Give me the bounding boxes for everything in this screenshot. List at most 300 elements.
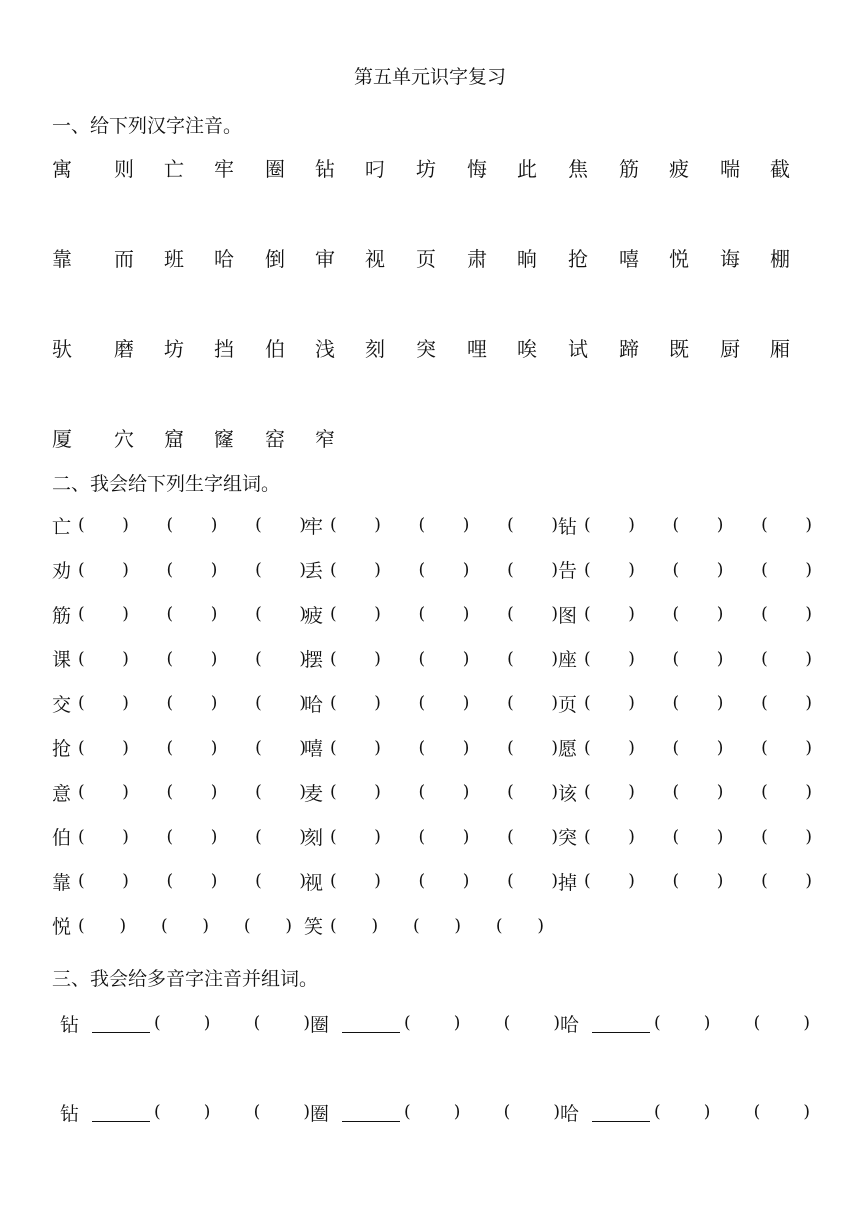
answer-paren-open: (	[761, 737, 768, 758]
hanzi-char: 页	[416, 247, 436, 271]
hanzi-char: 蹄	[619, 337, 639, 361]
answer-paren-open: (	[78, 559, 85, 580]
answer-paren-open: (	[672, 782, 680, 802]
answer-paren-open: (	[330, 693, 337, 713]
answer-paren-close: )	[285, 915, 292, 936]
answer-paren-open: (	[255, 782, 262, 802]
hanzi-char: 审	[315, 247, 335, 271]
answer-paren-close: )	[553, 1102, 560, 1122]
answer-paren-open: (	[166, 515, 174, 535]
answer-paren-open: (	[255, 559, 262, 580]
answer-paren-close: )	[374, 648, 381, 669]
answer-paren-open: (	[418, 604, 426, 624]
target-char: 掉	[558, 871, 578, 894]
answer-paren-open: (	[166, 871, 174, 891]
target-char: 钻	[558, 515, 578, 538]
target-char: 筋	[52, 604, 72, 627]
word-group	[52, 822, 306, 852]
hanzi-char: 筋	[619, 157, 639, 181]
answer-paren-open: (	[584, 782, 591, 802]
target-char: 劝	[52, 560, 72, 582]
answer-paren-close: )	[122, 648, 129, 669]
polyphone-group	[310, 1008, 560, 1038]
answer-paren-close: )	[628, 737, 635, 758]
hanzi-char: 叼	[365, 157, 385, 181]
answer-paren-close: )	[210, 782, 218, 802]
section2-heading: 二、我会给下列生字组词。	[52, 473, 281, 495]
answer-paren-open: (	[78, 604, 85, 624]
answer-paren-open: (	[166, 559, 174, 580]
target-char: 告	[558, 560, 578, 582]
hanzi-char: 亡	[164, 157, 184, 181]
hanzi-char: 嘻	[619, 247, 639, 271]
word-group	[558, 777, 812, 807]
target-char: 刻	[304, 827, 324, 849]
answer-paren-close: )	[374, 871, 381, 891]
word-row	[52, 555, 812, 585]
answer-paren-open: (	[672, 515, 680, 535]
word-group	[304, 822, 558, 852]
answer-paren-close: )	[454, 915, 462, 936]
answer-paren-close: )	[462, 782, 470, 802]
word-group	[304, 688, 558, 718]
answer-paren-close: )	[122, 871, 129, 891]
answer-paren-close: )	[203, 1102, 211, 1122]
word-group	[52, 688, 306, 718]
polyphone-char: 钻	[60, 1102, 80, 1125]
answer-paren-open: (	[761, 871, 768, 891]
answer-paren-close: )	[805, 604, 812, 624]
answer-paren-open: (	[78, 915, 85, 936]
hanzi-char: 班	[164, 247, 184, 271]
answer-paren-close: )	[803, 1102, 810, 1122]
section1-heading: 一、给下列汉字注音。	[52, 115, 243, 137]
answer-paren-open: (	[330, 915, 337, 936]
answer-paren-close: )	[628, 604, 635, 624]
answer-paren-open: (	[166, 648, 174, 669]
answer-paren-close: )	[551, 604, 558, 624]
hanzi-char: 窑	[265, 427, 285, 451]
target-char: 突	[558, 827, 578, 849]
word-group	[558, 555, 812, 585]
answer-paren-open: (	[507, 559, 514, 580]
answer-paren-open: (	[404, 1013, 411, 1033]
answer-paren-close: )	[805, 559, 812, 580]
answer-paren-open: (	[761, 693, 768, 713]
hanzi-char: 寓	[52, 157, 72, 181]
word-group	[304, 866, 558, 896]
answer-paren-open: (	[761, 782, 768, 802]
hanzi-char: 哈	[214, 247, 234, 271]
answer-paren-open: (	[672, 871, 680, 891]
answer-paren-close: )	[803, 1013, 810, 1033]
target-char: 视	[304, 871, 324, 894]
answer-paren-close: )	[551, 871, 558, 891]
polyphone-char: 圈	[310, 1013, 330, 1036]
answer-paren-open: (	[253, 1013, 261, 1033]
hanzi-char: 圈	[265, 157, 285, 181]
answer-paren-close: )	[462, 826, 470, 847]
answer-paren-open: (	[330, 871, 337, 891]
word-group	[558, 822, 812, 852]
answer-paren-close: )	[122, 604, 129, 624]
answer-paren-close: )	[462, 693, 470, 713]
answer-paren-open: (	[507, 515, 514, 535]
answer-paren-close: )	[299, 515, 306, 535]
answer-paren-close: )	[210, 648, 218, 669]
target-char: 交	[52, 693, 72, 716]
answer-paren-close: )	[453, 1013, 461, 1033]
word-row	[52, 866, 812, 896]
word-group	[304, 599, 558, 629]
answer-paren-open: (	[253, 1102, 261, 1122]
answer-paren-close: )	[122, 693, 129, 713]
hanzi-char: 抢	[568, 247, 588, 271]
target-char: 笑	[304, 916, 324, 938]
hanzi-char: 突	[416, 337, 436, 361]
answer-paren-close: )	[299, 737, 306, 758]
answer-paren-close: )	[716, 559, 724, 580]
answer-paren-close: )	[553, 1013, 560, 1033]
hanzi-char: 此	[517, 157, 537, 181]
char-row	[0, 423, 860, 453]
answer-paren-close: )	[537, 915, 544, 936]
target-char: 哈	[304, 693, 324, 716]
answer-paren-close: )	[716, 604, 724, 624]
answer-paren-open: (	[255, 515, 262, 535]
answer-paren-close: )	[119, 915, 127, 936]
target-char: 靠	[52, 871, 72, 894]
word-group	[304, 777, 558, 807]
hanzi-char: 驮	[52, 337, 72, 361]
hanzi-char: 磨	[114, 337, 134, 361]
answer-paren-close: )	[805, 693, 812, 713]
hanzi-char: 而	[114, 247, 134, 271]
answer-paren-open: (	[166, 693, 174, 713]
answer-paren-open: (	[761, 515, 768, 535]
word-group	[304, 555, 558, 585]
answer-paren-open: (	[166, 737, 174, 758]
answer-paren-open: (	[584, 871, 591, 891]
target-char: 牢	[304, 515, 324, 538]
polyphone-row	[60, 1008, 820, 1038]
word-group	[304, 733, 558, 763]
answer-paren-open: (	[761, 648, 768, 669]
hanzi-char: 伯	[265, 337, 285, 361]
target-char: 图	[558, 604, 578, 627]
answer-paren-close: )	[374, 515, 381, 535]
answer-paren-open: (	[584, 604, 591, 624]
polyphone-row	[60, 1097, 820, 1127]
word-group	[52, 911, 292, 941]
answer-paren-open: (	[330, 515, 337, 535]
answer-paren-close: )	[122, 515, 129, 535]
answer-paren-close: )	[462, 648, 470, 669]
answer-paren-close: )	[299, 604, 306, 624]
answer-paren-open: (	[672, 559, 680, 580]
answer-paren-open: (	[330, 826, 337, 847]
answer-paren-open: (	[753, 1102, 761, 1122]
word-row	[52, 599, 812, 629]
answer-paren-open: (	[404, 1102, 411, 1122]
char-row	[0, 153, 860, 183]
answer-paren-close: )	[371, 915, 379, 936]
hanzi-char: 截	[770, 157, 790, 181]
answer-paren-open: (	[761, 604, 768, 624]
answer-paren-open: (	[672, 693, 680, 713]
word-group	[558, 644, 812, 674]
answer-paren-close: )	[716, 693, 724, 713]
hanzi-char: 疲	[669, 157, 689, 181]
target-char: 伯	[52, 827, 72, 849]
answer-paren-close: )	[462, 559, 470, 580]
answer-paren-open: (	[243, 915, 251, 936]
word-group	[52, 510, 306, 540]
answer-paren-open: (	[418, 871, 426, 891]
answer-paren-open: (	[78, 782, 85, 802]
answer-paren-close: )	[551, 782, 558, 802]
answer-paren-close: )	[299, 648, 306, 669]
word-row	[52, 688, 812, 718]
answer-paren-close: )	[703, 1102, 711, 1122]
answer-paren-open: (	[672, 826, 680, 847]
answer-paren-open: (	[761, 559, 768, 580]
hanzi-char: 悔	[467, 157, 487, 181]
answer-paren-open: (	[584, 737, 591, 758]
answer-paren-close: )	[122, 737, 129, 758]
answer-paren-open: (	[418, 515, 426, 535]
answer-paren-open: (	[330, 782, 337, 802]
answer-paren-open: (	[255, 871, 262, 891]
answer-paren-close: )	[462, 604, 470, 624]
answer-paren-open: (	[166, 782, 174, 802]
answer-paren-close: )	[551, 515, 558, 535]
answer-paren-close: )	[628, 648, 635, 669]
word-group	[52, 599, 306, 629]
answer-paren-open: (	[78, 871, 85, 891]
word-row	[52, 510, 812, 540]
answer-paren-close: )	[716, 871, 724, 891]
answer-paren-close: )	[805, 648, 812, 669]
answer-paren-close: )	[202, 915, 210, 936]
polyphone-group	[560, 1097, 810, 1127]
answer-paren-open: (	[672, 648, 680, 669]
hanzi-char: 穴	[114, 427, 134, 451]
word-group	[52, 555, 306, 585]
answer-paren-open: (	[584, 515, 591, 535]
hanzi-char: 棚	[770, 247, 790, 271]
pinyin-blank-line[interactable]	[342, 1103, 400, 1122]
answer-paren-open: (	[255, 648, 262, 669]
answer-paren-close: )	[210, 693, 218, 713]
answer-paren-close: )	[703, 1013, 711, 1033]
answer-paren-open: (	[78, 693, 85, 713]
target-char: 愿	[558, 738, 578, 760]
word-group	[558, 688, 812, 718]
hanzi-char: 唉	[517, 337, 537, 361]
answer-paren-close: )	[210, 871, 218, 891]
answer-paren-open: (	[753, 1013, 761, 1033]
answer-paren-close: )	[462, 871, 470, 891]
answer-paren-open: (	[418, 826, 426, 847]
answer-paren-close: )	[462, 737, 470, 758]
target-char: 嘻	[304, 738, 324, 760]
hanzi-char: 坊	[416, 157, 436, 181]
polyphone-char: 哈	[560, 1013, 580, 1036]
answer-paren-open: (	[507, 604, 514, 624]
answer-paren-close: )	[122, 559, 129, 580]
hanzi-char: 窟	[164, 427, 184, 451]
hanzi-char: 诲	[720, 247, 740, 271]
word-group	[52, 733, 306, 763]
pinyin-blank-line[interactable]	[342, 1014, 400, 1033]
hanzi-char: 哩	[467, 337, 487, 361]
answer-paren-open: (	[654, 1013, 661, 1033]
target-char: 抢	[52, 738, 72, 760]
answer-paren-close: )	[628, 515, 635, 535]
hanzi-char: 试	[568, 337, 588, 361]
answer-paren-open: (	[154, 1013, 161, 1033]
polyphone-group	[60, 1097, 310, 1127]
char-row	[0, 333, 860, 363]
hanzi-char: 浅	[315, 337, 335, 361]
target-char: 麦	[304, 782, 324, 805]
target-char: 该	[558, 782, 578, 805]
answer-paren-close: )	[210, 515, 218, 535]
answer-paren-close: )	[299, 871, 306, 891]
answer-paren-close: )	[716, 782, 724, 802]
word-group	[558, 599, 812, 629]
word-group	[304, 644, 558, 674]
pinyin-blank-line[interactable]	[92, 1014, 150, 1033]
answer-paren-close: )	[210, 826, 218, 847]
answer-paren-close: )	[805, 737, 812, 758]
target-char: 亡	[52, 515, 72, 538]
hanzi-char: 厢	[770, 337, 790, 361]
answer-paren-close: )	[716, 648, 724, 669]
char-row	[0, 243, 860, 273]
target-char: 悦	[52, 916, 72, 938]
hanzi-char: 坊	[164, 337, 184, 361]
pinyin-blank-line[interactable]	[92, 1103, 150, 1122]
answer-paren-open: (	[255, 604, 262, 624]
answer-paren-close: )	[805, 871, 812, 891]
answer-paren-open: (	[503, 1013, 511, 1033]
answer-paren-close: )	[374, 559, 381, 580]
answer-paren-close: )	[303, 1013, 310, 1033]
target-char: 座	[558, 649, 578, 671]
polyphone-group	[60, 1008, 310, 1038]
hanzi-char: 肃	[467, 247, 487, 271]
answer-paren-open: (	[672, 604, 680, 624]
answer-paren-open: (	[330, 604, 337, 624]
answer-paren-close: )	[628, 559, 635, 580]
answer-paren-close: )	[716, 737, 724, 758]
answer-paren-close: )	[299, 693, 306, 713]
hanzi-char: 既	[669, 337, 689, 361]
hanzi-char: 窄	[315, 427, 335, 451]
polyphone-char: 圈	[310, 1102, 330, 1125]
answer-paren-open: (	[507, 782, 514, 802]
hanzi-char: 刻	[365, 337, 385, 361]
hanzi-char: 牢	[214, 157, 234, 181]
target-char: 疲	[304, 604, 324, 627]
polyphone-group	[560, 1008, 810, 1038]
word-group	[304, 911, 544, 941]
answer-paren-open: (	[78, 648, 85, 669]
answer-paren-open: (	[507, 648, 514, 669]
word-group	[52, 777, 306, 807]
word-row	[52, 822, 812, 852]
answer-paren-open: (	[78, 826, 85, 847]
hanzi-char: 挡	[214, 337, 234, 361]
answer-paren-open: (	[584, 559, 591, 580]
hanzi-char: 晌	[517, 247, 537, 271]
target-char: 意	[52, 782, 72, 805]
answer-paren-open: (	[166, 604, 174, 624]
answer-paren-close: )	[299, 559, 306, 580]
pinyin-blank-line[interactable]	[592, 1103, 650, 1122]
answer-paren-close: )	[303, 1102, 310, 1122]
answer-paren-open: (	[166, 826, 174, 847]
hanzi-char: 倒	[265, 247, 285, 271]
word-row	[52, 733, 812, 763]
answer-paren-open: (	[503, 1102, 511, 1122]
target-char: 丢	[304, 560, 324, 582]
answer-paren-open: (	[255, 693, 262, 713]
answer-paren-close: )	[122, 782, 129, 802]
answer-paren-close: )	[805, 826, 812, 847]
hanzi-char: 则	[114, 157, 134, 181]
page-title: 第五单元识字复习	[353, 66, 506, 88]
answer-paren-open: (	[418, 559, 426, 580]
answer-paren-open: (	[78, 515, 85, 535]
answer-paren-open: (	[330, 648, 337, 669]
hanzi-char: 视	[365, 247, 385, 271]
answer-paren-close: )	[453, 1102, 461, 1122]
answer-paren-close: )	[203, 1013, 211, 1033]
answer-paren-close: )	[805, 515, 812, 535]
answer-paren-open: (	[418, 782, 426, 802]
polyphone-char: 钻	[60, 1013, 80, 1036]
answer-paren-close: )	[716, 515, 724, 535]
answer-paren-open: (	[584, 826, 591, 847]
answer-paren-open: (	[418, 648, 426, 669]
answer-paren-open: (	[507, 826, 514, 847]
answer-paren-close: )	[551, 648, 558, 669]
section3-heading: 三、我会给多音字注音并组词。	[52, 968, 319, 990]
answer-paren-close: )	[210, 737, 218, 758]
answer-paren-open: (	[412, 915, 420, 936]
polyphone-char: 哈	[560, 1102, 580, 1125]
answer-paren-close: )	[805, 782, 812, 802]
answer-paren-close: )	[374, 693, 381, 713]
answer-paren-open: (	[330, 737, 337, 758]
answer-paren-close: )	[628, 826, 635, 847]
hanzi-char: 窿	[214, 427, 234, 451]
word-group	[558, 733, 812, 763]
polyphone-group	[310, 1097, 560, 1127]
hanzi-char: 厨	[720, 337, 740, 361]
pinyin-blank-line[interactable]	[592, 1014, 650, 1033]
answer-paren-close: )	[551, 693, 558, 713]
hanzi-char: 靠	[52, 247, 72, 271]
answer-paren-open: (	[330, 559, 337, 580]
answer-paren-close: )	[122, 826, 129, 847]
hanzi-char: 焦	[568, 157, 588, 181]
answer-paren-open: (	[654, 1102, 661, 1122]
answer-paren-open: (	[507, 693, 514, 713]
